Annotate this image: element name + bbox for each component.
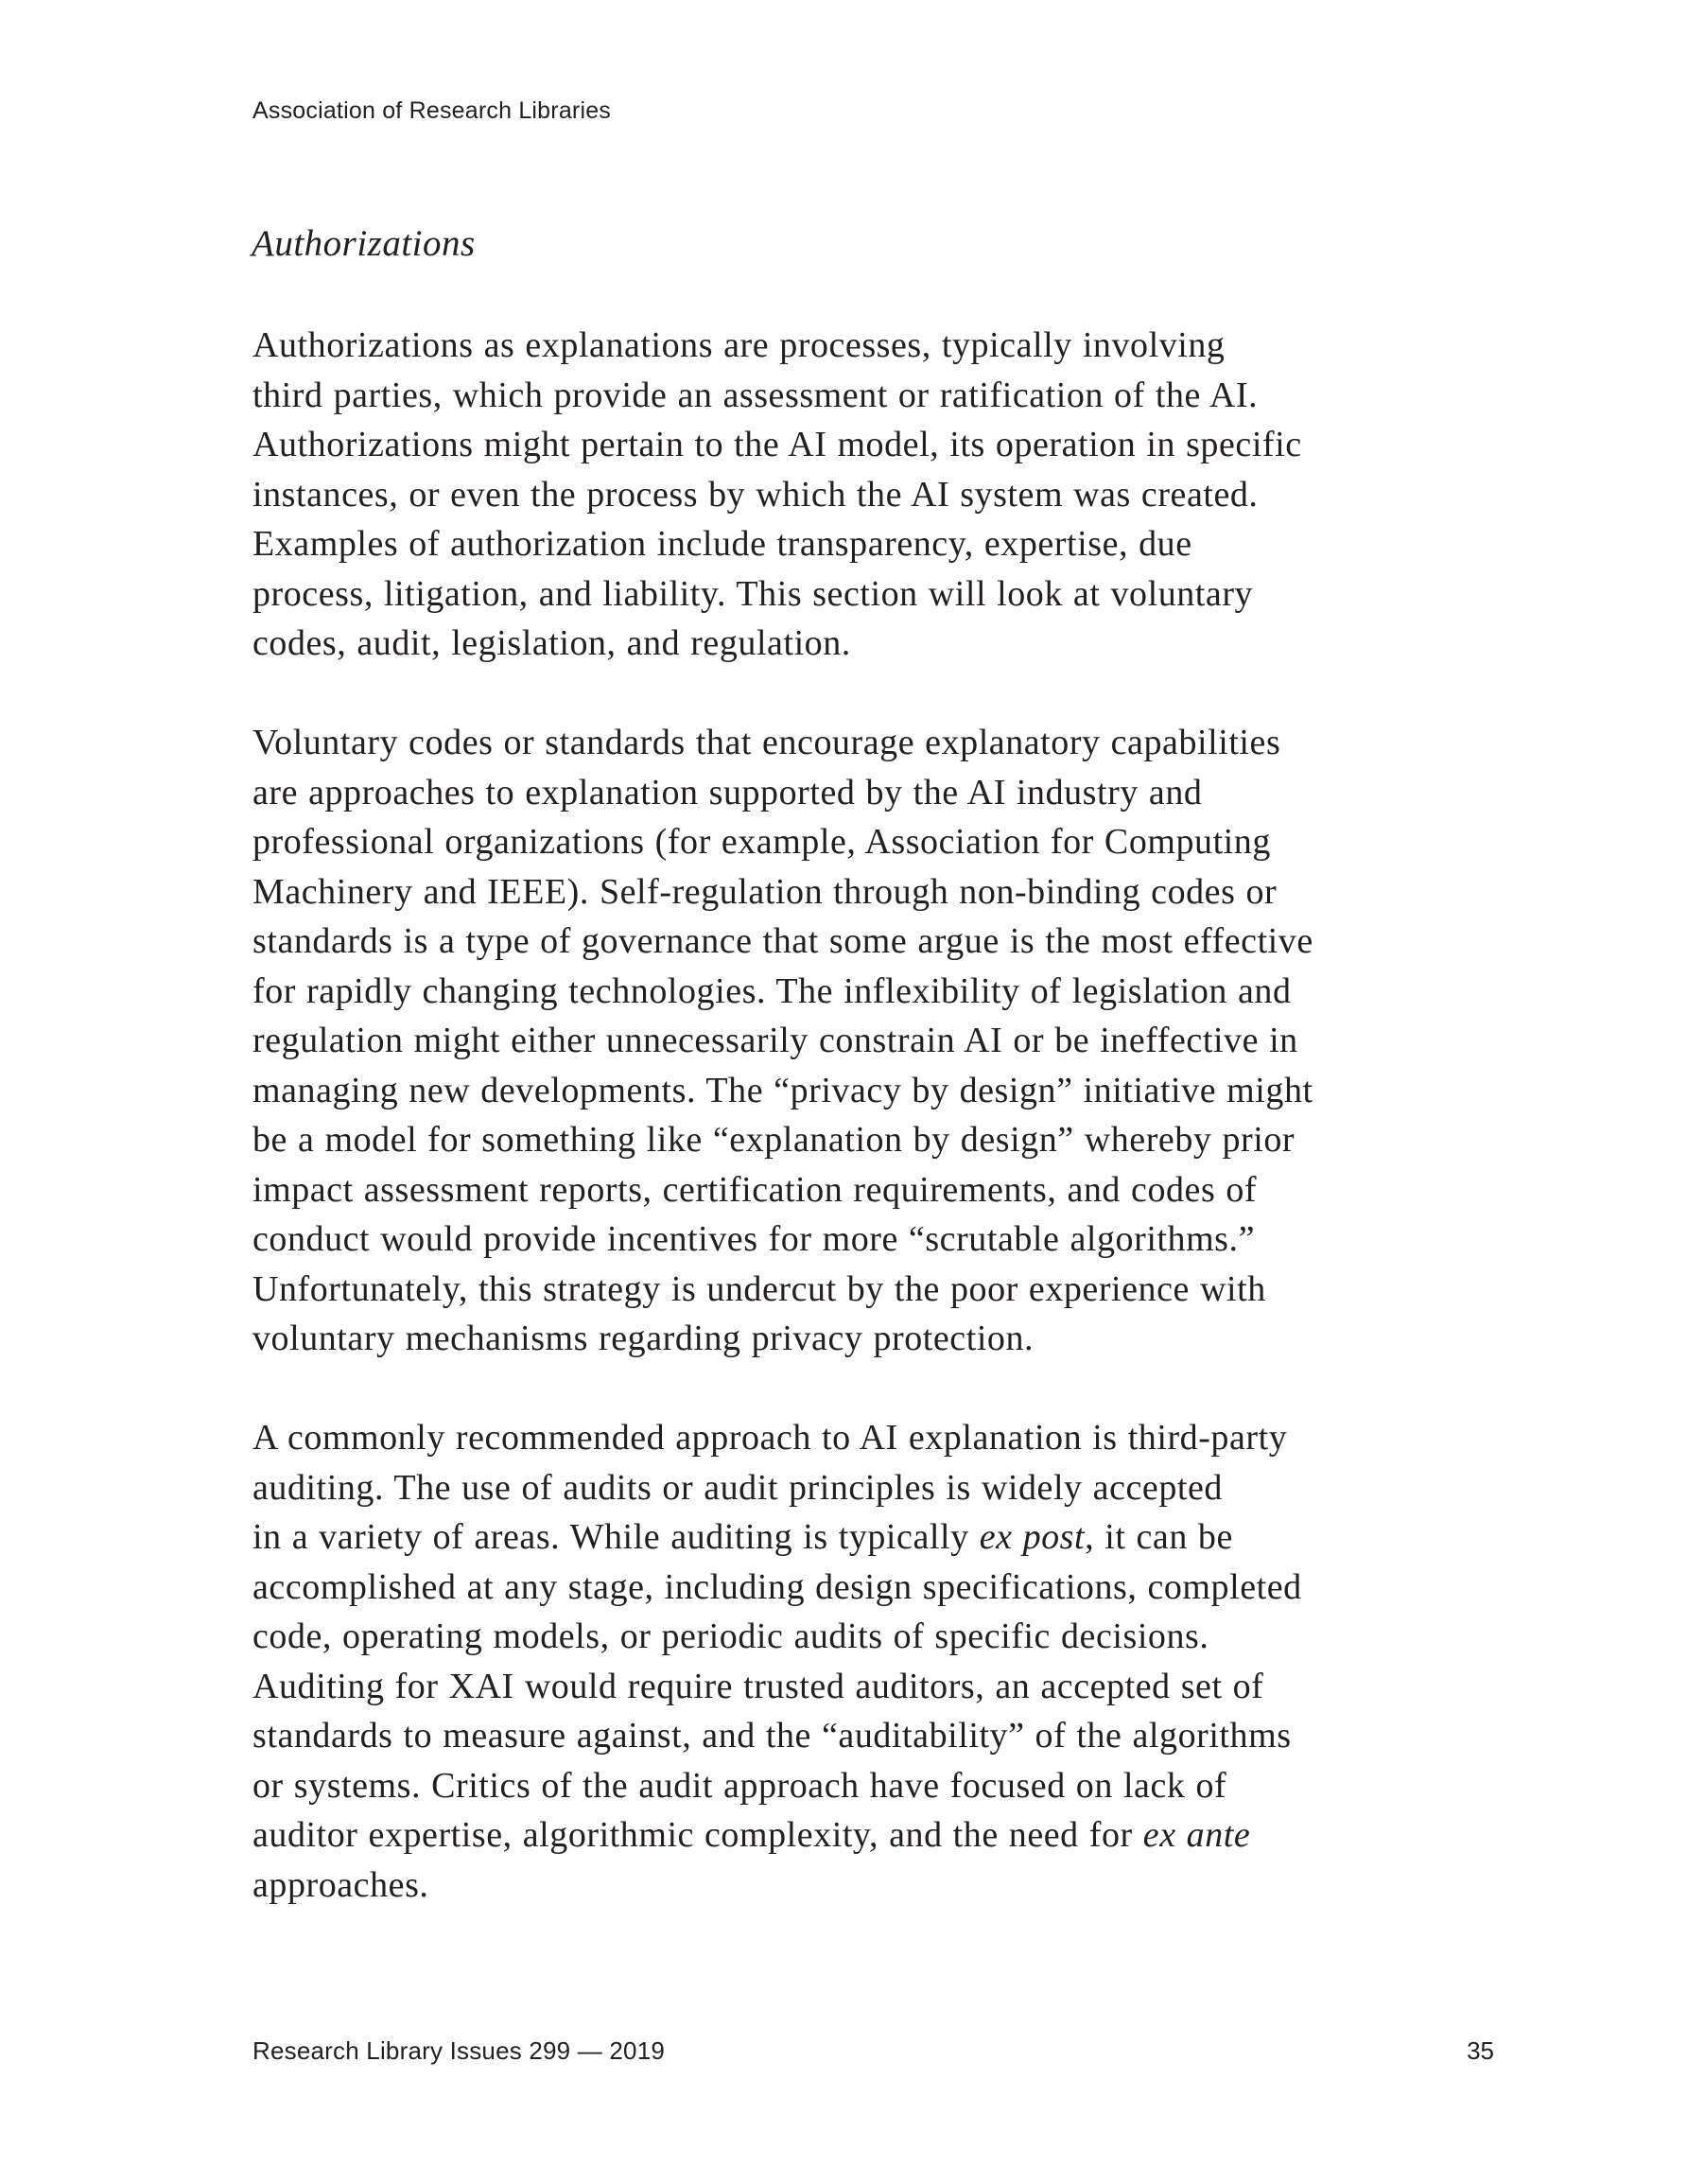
text-segment: Examples of authorization include transparency, expertise, due bbox=[252, 524, 1192, 564]
text-line bbox=[252, 1214, 1482, 1265]
text-segment: are approaches to explanation supported by the AI industry and bbox=[252, 772, 1203, 812]
text-line bbox=[252, 519, 1482, 569]
italic-term: ex ante bbox=[1142, 1815, 1251, 1855]
text-segment: process, litigation, and liability. This section will look at voluntary bbox=[252, 573, 1254, 614]
text-line bbox=[252, 967, 1482, 1017]
text-line bbox=[252, 321, 1482, 371]
text-segment: auditor expertise, algorithmic complexity, and the need for bbox=[252, 1815, 1143, 1855]
page-number: 35 bbox=[1467, 2036, 1494, 2065]
text-line bbox=[252, 619, 1482, 669]
text-line bbox=[252, 1066, 1482, 1116]
paragraph bbox=[252, 321, 1482, 669]
text-line bbox=[252, 867, 1482, 917]
text-line bbox=[252, 1265, 1482, 1315]
text-line bbox=[252, 1761, 1482, 1811]
text-line bbox=[252, 1463, 1482, 1513]
text-segment: codes, audit, legislation, and regulation. bbox=[252, 623, 851, 663]
text-segment: for rapidly changing technologies. The inflexibility of legislation and bbox=[252, 970, 1292, 1011]
text-line bbox=[252, 371, 1482, 421]
text-segment: Machinery and IEEE). Self-regulation through non-binding codes or bbox=[252, 871, 1278, 912]
text-line bbox=[252, 1413, 1482, 1463]
text-segment: Auditing for XAI would require trusted auditors, an accepted set of bbox=[252, 1666, 1264, 1706]
running-footer: Research Library Issues 299 — 2019 bbox=[252, 2036, 666, 2065]
text-line bbox=[252, 1314, 1482, 1364]
text-segment: standards to measure against, and the “auditability” of the algorithms bbox=[252, 1716, 1292, 1756]
text-segment: auditing. The use of audits or audit principles is widely accepted bbox=[252, 1467, 1223, 1508]
text-line bbox=[252, 1115, 1482, 1165]
body-text bbox=[252, 321, 1482, 1960]
text-segment: standards is a type of governance that some argue is the most effective bbox=[252, 921, 1313, 961]
text-segment: A commonly recommended approach to AI explanation is third-party bbox=[252, 1418, 1288, 1458]
text-line bbox=[252, 420, 1482, 470]
text-segment: code, operating models, or periodic audits of specific decisions. bbox=[252, 1616, 1209, 1656]
section-heading: Authorizations bbox=[252, 223, 476, 264]
text-line bbox=[252, 470, 1482, 520]
text-line bbox=[252, 1612, 1482, 1662]
text-line bbox=[252, 917, 1482, 967]
text-segment: be a model for something like “explanation by design” whereby prior bbox=[252, 1120, 1296, 1160]
text-segment: accomplished at any stage, including design specifications, completed bbox=[252, 1566, 1302, 1607]
text-line bbox=[252, 1861, 1482, 1911]
text-line bbox=[252, 1810, 1482, 1861]
text-segment: in a variety of areas. While auditing is typically bbox=[252, 1517, 980, 1557]
text-line bbox=[252, 1165, 1482, 1215]
text-line bbox=[252, 1563, 1482, 1613]
running-header: Association of Research Libraries bbox=[252, 97, 611, 124]
text-line bbox=[252, 1711, 1482, 1761]
text-line bbox=[252, 817, 1482, 867]
text-segment: conduct would provide incentives for more “scrutable algorithms.” bbox=[252, 1219, 1255, 1259]
text-segment: , it can be bbox=[1085, 1517, 1233, 1557]
text-segment: Voluntary codes or standards that encourage explanatory capabilities bbox=[252, 723, 1281, 762]
text-segment: Unfortunately, this strategy is undercut by the poor experience with bbox=[252, 1268, 1266, 1309]
text-line bbox=[252, 768, 1482, 818]
paragraph bbox=[252, 718, 1482, 1364]
text-line bbox=[252, 569, 1482, 620]
text-segment: approaches. bbox=[252, 1864, 429, 1905]
text-segment: or systems. Critics of the audit approach have focused on lack of bbox=[252, 1765, 1227, 1806]
italic-term: ex post bbox=[979, 1517, 1086, 1557]
text-segment: Authorizations might pertain to the AI model, its operation in specific bbox=[252, 425, 1302, 464]
text-segment: instances, or even the process by which the AI system was created. bbox=[252, 474, 1259, 515]
text-segment: managing new developments. The “privacy by design” initiative might bbox=[252, 1070, 1313, 1110]
text-segment: impact assessment reports, certification requirements, and codes of bbox=[252, 1169, 1258, 1210]
text-line bbox=[252, 1016, 1482, 1066]
text-line bbox=[252, 1662, 1482, 1712]
paragraph bbox=[252, 1413, 1482, 1910]
text-line bbox=[252, 718, 1482, 768]
text-segment: regulation might either unnecessarily constrain AI or be ineffective in bbox=[252, 1021, 1298, 1060]
text-segment: third parties, which provide an assessment or ratification of the AI. bbox=[252, 375, 1259, 415]
text-segment: professional organizations (for example, Association for Computing bbox=[252, 822, 1271, 862]
text-line bbox=[252, 1512, 1482, 1563]
text-segment: Authorizations as explanations are processes, typically involving bbox=[252, 325, 1226, 365]
text-segment: voluntary mechanisms regarding privacy protection. bbox=[252, 1319, 1035, 1358]
